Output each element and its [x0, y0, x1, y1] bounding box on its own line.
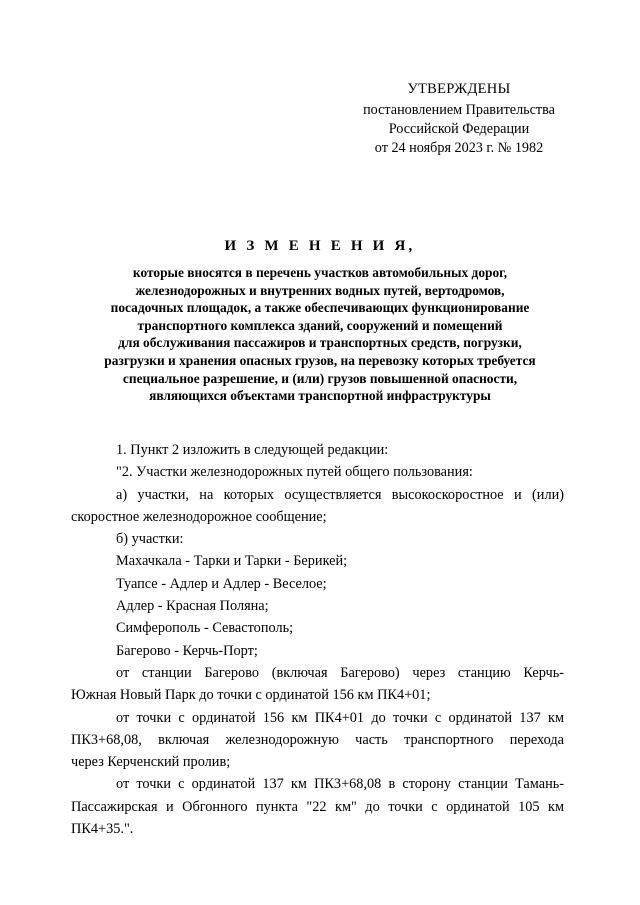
title-line: являющихся объектами транспортной инфраструктуры: [149, 388, 491, 404]
approval-line-3: от 24 ноября 2023 г. № 1982: [374, 140, 544, 156]
paragraph-line: от точки с ординатой 137 км ПК3+68,08 в сторону станции Тамань-: [116, 776, 564, 793]
approval-stamp: [330, 80, 588, 158]
paragraph-line: а) участки, на которых осуществляется высокоскоростное и (или): [116, 486, 564, 503]
paragraph-line: от станции Багерово (включая Багерово) через станцию Керчь-: [116, 664, 564, 681]
title-main: И З М Е Н Е Н И Я,: [224, 238, 416, 254]
paragraph-line: через Керченский пролив;: [71, 754, 231, 771]
paragraph: Багерово - Керчь-Порт;: [116, 642, 258, 659]
title-line: для обслуживания пассажиров и транспортных средств, погрузки,: [118, 335, 522, 351]
paragraph: Симферополь - Севастополь;: [116, 620, 294, 637]
paragraph-line: скоростное железнодорожное сообщение;: [71, 508, 327, 525]
paragraph: "2. Участки железнодорожных путей общего пользования:: [116, 464, 473, 481]
paragraph-line: Пассажирская и Обгонного пункта "22 км" до точки с ординатой 105 км: [71, 798, 564, 815]
paragraph: Туапсе - Адлер и Адлер - Веселое;: [116, 575, 327, 592]
paragraph: б) участки:: [116, 531, 184, 548]
title-subtitle: [60, 264, 580, 405]
paragraph-line: от точки с ординатой 156 км ПК4+01 до точки с ординатой 137 км: [116, 709, 564, 726]
paragraph-line: ПК3+68,08, включая железнодорожную часть транспортного перехода: [71, 731, 564, 748]
paragraph: Махачкала - Тарки и Тарки - Берикей;: [116, 553, 348, 570]
document-body: [71, 439, 564, 840]
document-title: [60, 238, 580, 405]
approved-heading: УТВЕРЖДЕНЫ: [407, 81, 511, 97]
title-line: которые вносятся в перечень участков автомобильных дорог,: [132, 265, 508, 280]
title-line: специальное разрешение, и (или) грузов повышенной опасности,: [122, 370, 518, 386]
title-line: железнодорожных и внутренних водных путей, вертодромов,: [135, 282, 505, 298]
approval-line-1: постановлением Правительства: [363, 102, 555, 118]
paragraph-line: Южная Новый Парк до точки с ординатой 156 км ПК4+01;: [71, 687, 431, 704]
paragraph: 1. Пункт 2 изложить в следующей редакции:: [116, 442, 389, 458]
title-line: посадочных площадок, а также обеспечивающих функционирование: [110, 300, 530, 316]
title-line: транспортного комплекса зданий, сооружений и помещений: [137, 317, 503, 333]
approval-line-2: Российской Федерации: [388, 121, 530, 137]
title-line: разгрузки и хранения опасных грузов, на перевозку которых требуется: [104, 352, 536, 368]
paragraph-line: ПК4+35.".: [71, 821, 134, 838]
paragraph: Адлер - Красная Поляна;: [116, 598, 269, 615]
